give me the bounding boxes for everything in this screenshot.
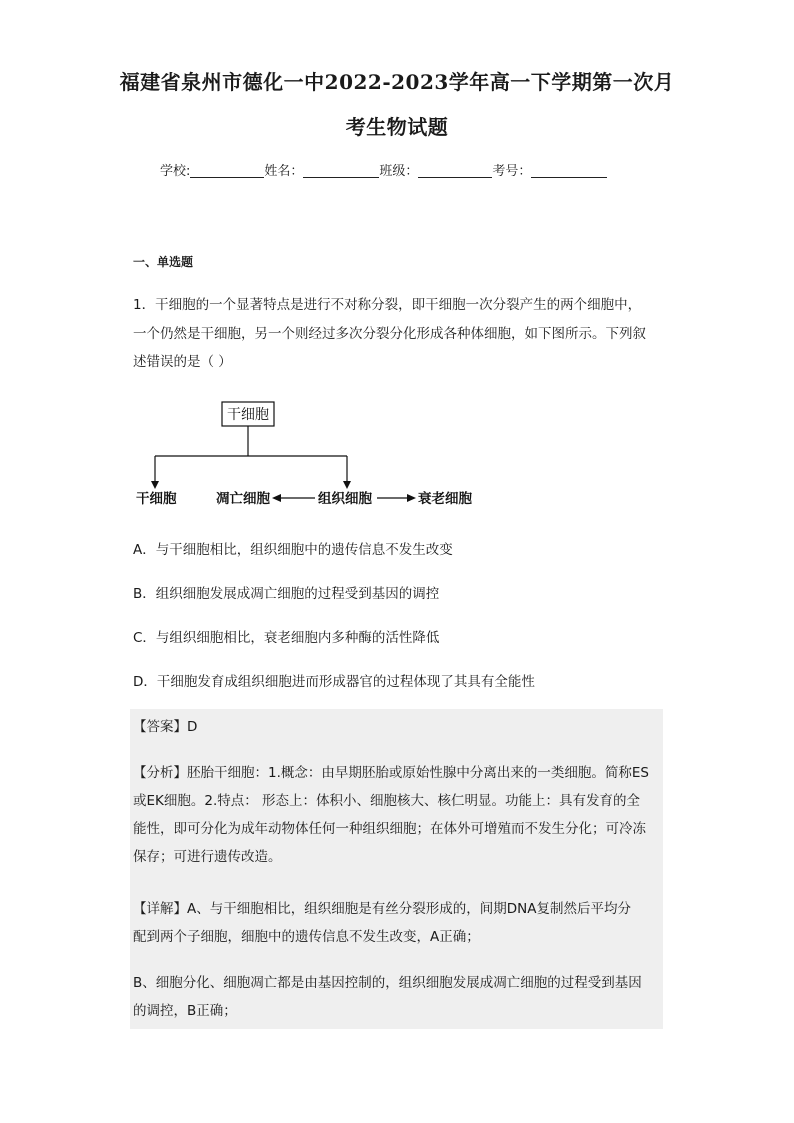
leaf-tissue-cell: 组织细胞 xyxy=(318,491,372,507)
question-1-stem-line3: 述错误的是（ ） xyxy=(133,354,232,370)
question-1-stem-line1: 1．干细胞的一个显著特点是进行不对称分裂，即干细胞一次分裂产生的两个细胞中， xyxy=(133,297,642,313)
class-label: 班级： xyxy=(379,164,419,179)
analysis-line4: 保存；可进行遗传改造。 xyxy=(133,849,282,865)
analysis-line2: 或EK细胞。2.特点： 形态上：体积小、细胞核大、核仁明显。功能上：具有发育的全 xyxy=(133,793,641,809)
leaf-stem-cell: 干细胞 xyxy=(136,491,177,507)
detail-line3: B、细胞分化、细胞凋亡都是由基因控制的，组织细胞发展成凋亡细胞的过程受到基因 xyxy=(133,975,642,991)
right-arrowhead xyxy=(343,481,351,489)
exam-title-line2: 考生物试题 xyxy=(345,115,449,139)
analysis-line3: 能性，即可分化为成年动物体任何一种组织细胞；在体外可增殖而不发生分化；可冷冻 xyxy=(133,821,646,837)
question-1-stem-line2: 一个仍然是干细胞，另一个则经过多次分裂分化形成各种体细胞，如下图所示。下列叙 xyxy=(133,325,646,342)
option-d: D．干细胞发育成组织细胞进而形成器官的过程体现了其具有全能性 xyxy=(133,674,535,690)
exam-title-line1: 福建省泉州市德化一中2022-2023学年高一下学期第一次月 xyxy=(119,70,675,94)
leaf-aging-cell: 衰老细胞 xyxy=(418,491,472,507)
leaf-apoptotic-cell: 凋亡细胞 xyxy=(216,491,270,507)
top-box-label: 干细胞 xyxy=(227,407,269,423)
option-b: B．组织细胞发展成凋亡细胞的过程受到基因的调控 xyxy=(133,586,440,602)
answer-line: 【答案】D xyxy=(133,719,198,735)
detail-line4: 的调控，B正确； xyxy=(133,1003,237,1019)
analysis-block xyxy=(133,759,663,871)
section-heading: 一、单选题 xyxy=(133,255,194,269)
school-label: 学校: xyxy=(160,164,191,179)
exam-no-label: 考号： xyxy=(492,164,532,179)
left-arrowhead xyxy=(151,481,159,489)
detail-line2: 配到两个子细胞，细胞中的遗传信息不发生改变，A正确； xyxy=(133,929,480,945)
analysis-line1: 【分析】胚胎干细胞：1.概念：由早期胚胎或原始性腺中分离出来的一类细胞。简称ES xyxy=(133,765,649,781)
detail-block-b xyxy=(133,969,663,1025)
option-a: A．与干细胞相比，组织细胞中的遗传信息不发生改变 xyxy=(133,542,453,558)
detail-line1: 【详解】A、与干细胞相比，组织细胞是有丝分裂形成的，间期DNA复制然后平均分 xyxy=(133,901,631,917)
aging-arrowhead xyxy=(407,494,416,502)
option-c: C．与组织细胞相比，衰老细胞内多种酶的活性降低 xyxy=(133,630,440,646)
apoptosis-arrowhead xyxy=(272,494,281,502)
name-label: 姓名： xyxy=(264,164,304,179)
detail-block xyxy=(133,895,663,951)
